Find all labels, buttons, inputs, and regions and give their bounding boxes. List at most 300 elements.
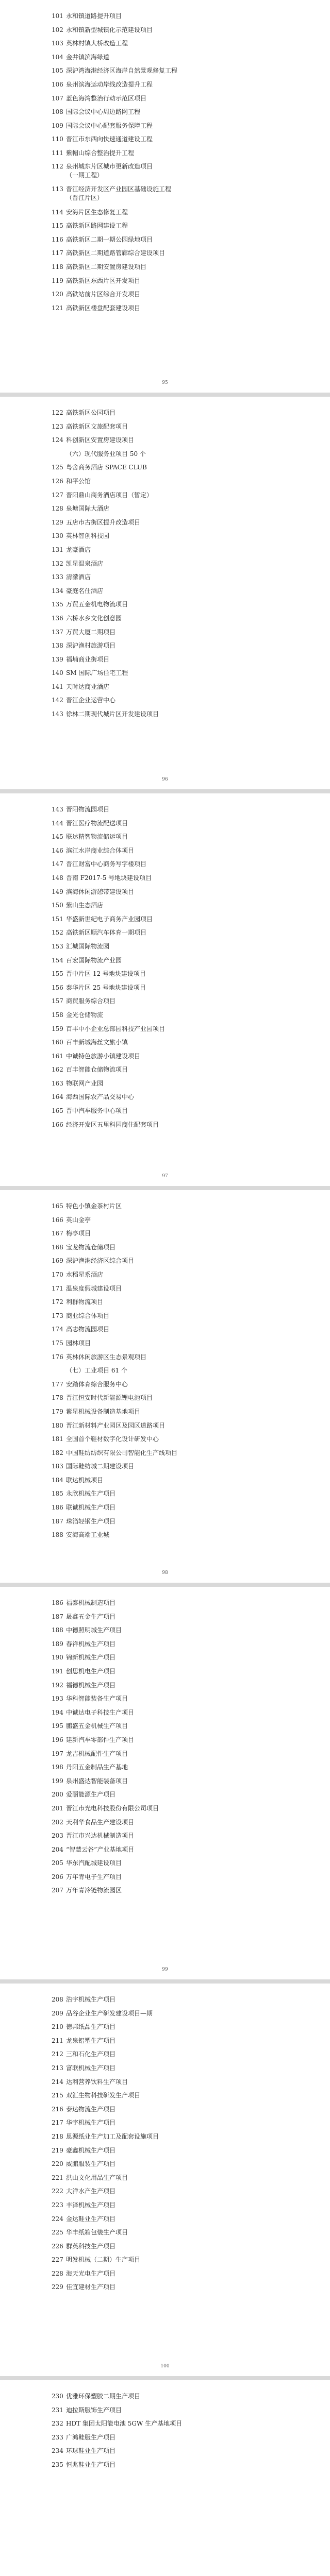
list-item <box>52 557 330 571</box>
item-title: 高铁新区二期一期公园绿地项目 <box>66 235 153 243</box>
item-number: 208 <box>52 1996 63 2003</box>
list-item <box>52 1473 330 1487</box>
list-item <box>52 1460 330 1473</box>
item-number: 159 <box>52 1025 63 1032</box>
page-number: 96 <box>162 777 168 782</box>
item-number: 156 <box>52 984 63 991</box>
item-title: 中德照明城生产项目 <box>66 1626 122 1634</box>
list-item <box>52 2267 330 2281</box>
list-item <box>52 2389 330 2403</box>
item-number: 147 <box>52 860 63 868</box>
item-number: 106 <box>52 80 63 88</box>
list-item <box>52 1829 330 1843</box>
list-item <box>52 1774 330 1788</box>
item-number: 182 <box>52 1449 63 1456</box>
list-item <box>52 1241 330 1255</box>
list-item <box>52 666 330 680</box>
item-title: 品谷企业生产研发建设项目—期 <box>66 2009 153 2017</box>
list-item <box>52 871 330 885</box>
list-item <box>52 1063 330 1077</box>
item-list <box>52 803 330 1131</box>
item-title: 英林智创科技园 <box>66 532 110 540</box>
item-number: 120 <box>52 291 63 298</box>
item-number: 161 <box>52 1052 63 1060</box>
item-title: 和平公馆 <box>66 477 91 485</box>
item-title: 物联网产业园 <box>66 1079 104 1087</box>
item-title: 晋南 F2017-5 号地块建设项目 <box>66 874 152 882</box>
item-list <box>52 2389 330 2472</box>
list-item <box>52 287 330 301</box>
item-number: 211 <box>52 2037 63 2044</box>
item-number: 179 <box>52 1408 63 1415</box>
item-number: 181 <box>52 1435 63 1443</box>
item-title: 鹏盛五金机械生产项目 <box>66 1722 128 1730</box>
item-number: 227 <box>52 2256 63 2264</box>
list-item <box>52 1350 330 1364</box>
item-number: 201 <box>52 1804 63 1812</box>
item-title: 紫山生态酒店 <box>66 902 104 909</box>
item-title: 泉塘国际大酒店 <box>66 505 110 513</box>
item-title: 凯星温泉酒店 <box>66 560 104 567</box>
item-number: 170 <box>52 1270 63 1278</box>
item-number: 127 <box>52 491 63 499</box>
list-item <box>52 105 330 119</box>
list-item <box>52 1993 330 2007</box>
list-item <box>52 1227 330 1241</box>
item-number: 124 <box>52 436 63 444</box>
item-title: 国际鞋纺城二期建设项目 <box>66 1463 135 1470</box>
item-title: 洪山文化用品生产项目 <box>66 2174 128 2181</box>
item-number: 114 <box>52 208 63 216</box>
item-title: 高志物流园项目 <box>66 1326 110 1333</box>
list-item <box>52 584 330 598</box>
item-title: 百宏国际物流产业园 <box>66 956 122 964</box>
item-number: 148 <box>52 874 63 882</box>
item-title: 思源纸业生产加工及配套设施项目 <box>66 2132 159 2140</box>
item-number: 194 <box>52 1708 63 1716</box>
item-number: 169 <box>52 1257 63 1265</box>
item-number: 102 <box>52 26 63 33</box>
list-item <box>52 37 330 50</box>
item-number: 152 <box>52 929 63 937</box>
item-number: 193 <box>52 1695 63 1703</box>
item-title: 永和镇新型城镇化示范建设项目 <box>66 26 153 33</box>
list-item <box>52 2226 330 2240</box>
list-item <box>52 1528 330 1542</box>
list-item <box>52 1008 330 1022</box>
item-number: 188 <box>52 1531 63 1539</box>
item-title: 泉州盛达智能装备项目 <box>66 1777 128 1785</box>
item-list <box>52 1993 330 2294</box>
item-title: 龙吉机械配件生产项目 <box>66 1750 128 1757</box>
item-title: 高铁站前片区综合开发项目 <box>66 291 141 298</box>
item-title: 紫帽山综合整治提升工程 <box>66 149 135 157</box>
page-3 <box>0 793 330 1186</box>
item-title: 建新汽车零部件生产项目 <box>66 1736 135 1743</box>
list-item <box>52 2240 330 2253</box>
item-number: 220 <box>52 2160 63 2168</box>
list-item <box>52 817 330 831</box>
list-item <box>52 1036 330 1049</box>
item-title: SM 国际广场住宅工程 <box>66 669 128 677</box>
list-item <box>52 2116 330 2130</box>
item-title: 高铁新区二期安置房建设项目 <box>66 263 147 270</box>
list-item <box>52 1692 330 1706</box>
item-number: 112 <box>52 162 63 170</box>
item-title: 高铁新区楼盘配套建设项目 <box>66 304 141 312</box>
page-number: 100 <box>160 2364 170 2369</box>
item-number: 216 <box>52 2105 63 2113</box>
item-number: 205 <box>52 1859 63 1867</box>
item-number: 145 <box>52 833 63 841</box>
item-title: 高铁新区路网建设工程 <box>66 222 128 230</box>
item-number: 219 <box>52 2146 63 2154</box>
item-number: 190 <box>52 1654 63 1662</box>
list-item <box>52 92 330 106</box>
item-number: 163 <box>52 1079 63 1087</box>
list-item <box>52 447 330 461</box>
item-title: 豪庭名仕酒店 <box>66 587 104 595</box>
item-title: 中国鞋纺纺织有限公司智能化生产线项目 <box>66 1449 178 1456</box>
list-item <box>52 2103 330 2116</box>
item-number: 135 <box>52 601 63 608</box>
item-number: 222 <box>52 2188 63 2195</box>
item-number: 196 <box>52 1736 63 1743</box>
item-number: 116 <box>52 235 63 243</box>
item-number: 134 <box>52 587 63 595</box>
item-title: 爱丽能源生产项目 <box>66 1791 116 1799</box>
item-number: 117 <box>52 249 63 257</box>
item-title: 高铁新区东西片区开发项目 <box>66 277 141 284</box>
item-number: 221 <box>52 2174 63 2181</box>
item-title: 晋阳物流园项目 <box>66 806 110 813</box>
list-item <box>52 803 330 817</box>
list-item <box>52 1637 330 1651</box>
list-item <box>52 1268 330 1282</box>
list-item <box>52 1651 330 1665</box>
list-item <box>52 940 330 954</box>
item-number: 217 <box>52 2119 63 2127</box>
item-title: 园林项目 <box>66 1339 91 1347</box>
item-number: 158 <box>52 1011 63 1019</box>
list-item <box>52 2089 330 2103</box>
list-item <box>52 1501 330 1515</box>
item-title: 泰达物流生产项目 <box>66 2105 116 2113</box>
item-number: 204 <box>52 1845 63 1853</box>
item-number: 146 <box>52 846 63 854</box>
list-item <box>52 461 330 474</box>
item-title: 晋江医疗物流配送项目 <box>66 819 128 827</box>
list-item <box>52 50 330 64</box>
item-title: 紫星机械设备制造基地项目 <box>66 1408 141 1415</box>
item-title: 华东汽配城建设项目 <box>66 1859 122 1867</box>
item-number: 142 <box>52 697 63 704</box>
list-item <box>52 2403 330 2417</box>
item-number: 122 <box>52 409 63 416</box>
item-number: 118 <box>52 263 63 270</box>
section-heading: （六）现代服务业项目 50 个 <box>66 450 146 457</box>
item-title: 晋江财富中心商务写字楼项目 <box>66 860 147 868</box>
item-title: 德邦纸品生产项目 <box>66 2023 116 2031</box>
list-item <box>52 474 330 488</box>
item-title: 泉州滨海运动岸线改造提升工程 <box>66 80 153 88</box>
list-item <box>52 1856 330 1870</box>
list-item <box>52 1077 330 1091</box>
list-item <box>52 2075 330 2089</box>
item-title: 科创新区安置房建设项目 <box>66 436 135 444</box>
item-number: 184 <box>52 1476 63 1484</box>
list-item <box>52 1104 330 1118</box>
item-number: 157 <box>52 997 63 1005</box>
item-number: 178 <box>52 1394 63 1402</box>
item-number: 192 <box>52 1681 63 1689</box>
list-item <box>52 2007 330 2021</box>
item-number: 198 <box>52 1764 63 1771</box>
item-number: 197 <box>52 1750 63 1757</box>
item-title: 金达鞋业生产项目 <box>66 2215 116 2223</box>
item-number: 141 <box>52 683 63 690</box>
item-number: 230 <box>52 2393 63 2400</box>
item-title: 环球鞋业生产项目 <box>66 2447 116 2455</box>
item-number: 126 <box>52 477 63 485</box>
item-title: 梅亭项目 <box>66 1230 91 1238</box>
item-list <box>52 9 330 315</box>
page-6 <box>0 1984 330 2376</box>
list-item <box>52 1665 330 1679</box>
item-title: HDT 集团太阳能电池 5GW 生产基地项目 <box>66 2420 183 2428</box>
list-item <box>52 1446 330 1460</box>
list-item <box>52 1022 330 1036</box>
list-item <box>52 2047 330 2061</box>
item-title: 泰华片区 25 号地块建设项目 <box>66 984 146 991</box>
list-item <box>52 1719 330 1733</box>
list-item <box>52 1747 330 1761</box>
item-title: 商贸服务综合项目 <box>66 997 116 1005</box>
list-item <box>52 693 330 707</box>
page-number: 98 <box>162 1570 168 1575</box>
list-item <box>52 1378 330 1392</box>
item-title: 恒兆鞋业生产项目 <box>66 2461 116 2468</box>
item-title: 五店市古街区提升改造项目 <box>66 518 141 526</box>
list-item <box>52 2253 330 2267</box>
item-title: 联达机械项目 <box>66 1476 104 1484</box>
page-number: 99 <box>162 1967 168 1972</box>
item-title: 清濛酒店 <box>66 573 91 581</box>
item-number: 129 <box>52 518 63 526</box>
item-number: 165 <box>52 1107 63 1115</box>
page-2 <box>0 397 330 789</box>
item-title: 天时达商业酒店 <box>66 683 110 690</box>
item-number: 203 <box>52 1832 63 1840</box>
list-item <box>52 2020 330 2034</box>
item-number: 162 <box>52 1066 63 1074</box>
item-title: 浩宇机械生产项目 <box>66 1996 116 2003</box>
item-title: 海天光电生产项目 <box>66 2269 116 2277</box>
item-number: 232 <box>52 2420 63 2428</box>
list-item <box>52 857 330 871</box>
item-number: 199 <box>52 1777 63 1785</box>
item-number: 195 <box>52 1722 63 1730</box>
list-item <box>52 1870 330 1884</box>
item-title-continued: （晋江片区） <box>66 194 104 201</box>
list-item <box>52 183 330 206</box>
item-number: 189 <box>52 1640 63 1648</box>
page-5 <box>0 1587 330 1979</box>
item-title: 蓝色海湾整治行动示范区项目 <box>66 94 147 102</box>
item-list <box>52 406 330 721</box>
item-number: 133 <box>52 573 63 581</box>
item-number: 214 <box>52 2078 63 2086</box>
item-title: 晋江恒安时代新能源锂电池项目 <box>66 1394 153 1402</box>
item-title: 晋中片区 12 号地块建设项目 <box>66 970 146 978</box>
item-number: 228 <box>52 2269 63 2277</box>
item-title: 丰泽机械生产项目 <box>66 2201 116 2209</box>
item-number: 113 <box>52 185 63 193</box>
list-item <box>52 830 330 844</box>
list-item <box>52 981 330 995</box>
list-item <box>52 1432 330 1446</box>
item-title: 联诚机械生产项目 <box>66 1504 116 1512</box>
item-number: 235 <box>52 2461 63 2468</box>
list-item <box>52 301 330 315</box>
list-item <box>52 1802 330 1816</box>
item-title: 万贸大厦二期项目 <box>66 628 116 636</box>
item-title: 晋江经济开发区产业园区基础设施工程 <box>66 185 172 193</box>
item-title: 华宇机械生产项目 <box>66 2119 116 2127</box>
item-number: 131 <box>52 546 63 553</box>
item-number: 128 <box>52 505 63 513</box>
item-number: 176 <box>52 1353 63 1361</box>
item-title: 永欣机械生产项目 <box>66 1490 116 1498</box>
item-number: 140 <box>52 669 63 677</box>
item-title: 富联机械生产项目 <box>66 2064 116 2072</box>
item-title: 滨江水岸商业综合体项目 <box>66 846 135 854</box>
item-title: 水稻星系酒店 <box>66 1270 104 1278</box>
list-item <box>52 1118 330 1132</box>
list-item <box>52 1610 330 1624</box>
list-item <box>52 2184 330 2198</box>
item-title: 双汇生物科技研发生产项目 <box>66 2092 141 2099</box>
item-number: 187 <box>52 1613 63 1620</box>
item-number: 104 <box>52 53 63 61</box>
list-item <box>52 1309 330 1323</box>
item-title: 创思机电生产项目 <box>66 1667 116 1675</box>
item-number: 136 <box>52 614 63 622</box>
item-number: 183 <box>52 1463 63 1470</box>
item-number: 172 <box>52 1298 63 1306</box>
item-number: 125 <box>52 464 63 471</box>
list-item <box>52 420 330 434</box>
list-item <box>52 570 330 584</box>
list-item <box>52 967 330 981</box>
list-item <box>52 1254 330 1268</box>
item-title: 金光仓储物流 <box>66 1011 104 1019</box>
list-item <box>52 1733 330 1747</box>
item-number: 168 <box>52 1243 63 1251</box>
item-number: 119 <box>52 277 63 284</box>
item-title: 威鹏服装生产项目 <box>66 2160 116 2168</box>
list-item <box>52 954 330 968</box>
item-title: 春祥机械生产项目 <box>66 1640 116 1648</box>
item-number: 130 <box>52 532 63 540</box>
list-item <box>52 1282 330 1296</box>
list-item <box>52 488 330 502</box>
item-number: 209 <box>52 2009 63 2017</box>
item-number: 187 <box>52 1517 63 1525</box>
section-heading: （七）工业项目 61 个 <box>66 1367 127 1375</box>
item-number: 167 <box>52 1230 63 1238</box>
item-title: 特色小镇金茶村片区 <box>66 1202 122 1210</box>
item-title: 龙豪酒店 <box>66 546 91 553</box>
item-title: 珠箔轻钢生产项目 <box>66 1517 116 1525</box>
item-number: 151 <box>52 915 63 923</box>
item-number: 107 <box>52 94 63 102</box>
list-item <box>52 625 330 639</box>
list-item <box>52 2034 330 2048</box>
item-number: 233 <box>52 2433 63 2441</box>
list-item <box>52 707 330 721</box>
item-title: 深沪渔港经济区综合项目 <box>66 1257 135 1265</box>
item-title: 三和石化生产项目 <box>66 2050 116 2058</box>
item-title: 万贸五金机电物流项目 <box>66 601 128 608</box>
item-title: 泉州城东片区城市更新改造项目 <box>66 162 153 170</box>
list-item <box>52 64 330 78</box>
item-title: 徐林二期现代城片区开发建设项目 <box>66 710 159 718</box>
list-item <box>52 2144 330 2158</box>
item-title: 中诚特色旅游小镇建设项目 <box>66 1052 141 1060</box>
item-title: 百丰中小企业总部园科技产业园项目 <box>66 1025 166 1032</box>
item-number: 121 <box>52 304 63 312</box>
list-item <box>52 2417 330 2431</box>
list-item <box>52 502 330 516</box>
list-item <box>52 160 330 183</box>
item-title: 华丰纸箱包装生产项目 <box>66 2229 128 2236</box>
item-number: 149 <box>52 888 63 895</box>
list-item <box>52 433 330 447</box>
item-title: 群英科技生产项目 <box>66 2242 116 2250</box>
item-title: 福泰机械制造项目 <box>66 1599 116 1606</box>
list-item <box>52 1884 330 1897</box>
item-number: 143 <box>52 710 63 718</box>
item-number: 191 <box>52 1667 63 1675</box>
item-title: 福德机械生产项目 <box>66 1681 116 1689</box>
item-number: 154 <box>52 956 63 964</box>
list-item <box>52 1816 330 1829</box>
item-title: 达利营养饮料生产项目 <box>66 2078 128 2086</box>
list-item <box>52 2198 330 2212</box>
item-title: 全国首个鞋材数字化设计研发中心 <box>66 1435 159 1443</box>
item-title: 华盛新世纪电子商务产业园项目 <box>66 915 153 923</box>
item-number: 213 <box>52 2064 63 2072</box>
item-number: 185 <box>52 1490 63 1498</box>
item-list <box>52 1199 330 1542</box>
item-number: 231 <box>52 2406 63 2414</box>
item-title: 英山金亭 <box>66 1216 91 1224</box>
list-item <box>52 1788 330 1802</box>
list-item <box>52 912 330 926</box>
item-number: 132 <box>52 560 63 567</box>
item-number: 200 <box>52 1791 63 1799</box>
page-4 <box>0 1190 330 1583</box>
item-title: 晋江企业运营中心 <box>66 697 116 704</box>
item-title: 商业综合体项目 <box>66 1312 110 1319</box>
item-title: 英林村镇大桥改造工程 <box>66 40 128 47</box>
item-title: 汇城国际物流园 <box>66 942 110 950</box>
item-title: 锦新机械生产项目 <box>66 1654 116 1662</box>
list-item <box>52 1199 330 1213</box>
list-item <box>52 1623 330 1637</box>
list-item <box>52 1706 330 1720</box>
